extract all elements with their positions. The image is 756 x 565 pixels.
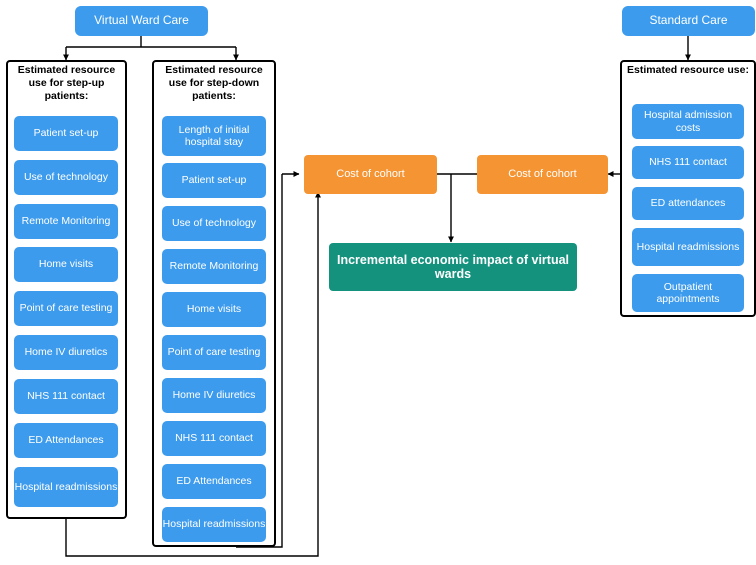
title-virtual-ward-care	[75, 6, 208, 36]
step-down-item-9-label: ED Attendances	[176, 475, 252, 488]
standard-item-2-label: NHS 111 contact	[649, 156, 727, 169]
step-down-item-2-label: Patient set-up	[181, 174, 247, 187]
step-up-item-4	[14, 247, 118, 282]
title-standard-care-label: Standard Care	[649, 13, 728, 28]
cost-of-cohort-right	[477, 155, 608, 194]
step-up-item-1-label: Patient set-up	[33, 127, 99, 140]
step-down-item-4-label: Remote Monitoring	[169, 260, 259, 273]
step-down-item-1	[162, 116, 266, 156]
step-down-item-2	[162, 163, 266, 198]
title-virtual-ward-care-label: Virtual Ward Care	[94, 13, 189, 28]
step-up-item-9-label: Hospital readmissions	[14, 480, 118, 493]
step-down-item-5-label: Home visits	[186, 303, 242, 316]
standard-item-1	[632, 104, 744, 139]
step-down-item-5	[162, 292, 266, 327]
incremental-impact-label: Incremental economic impact of virtual wards	[337, 252, 570, 281]
step-up-item-6-label: Home IV diuretics	[24, 346, 108, 359]
group-standard-care-label: Estimated resource use:	[627, 64, 749, 76]
standard-item-1-label: Hospital admission costs	[643, 109, 733, 134]
step-up-item-4-label: Home visits	[38, 258, 94, 271]
step-down-item-4	[162, 249, 266, 284]
step-down-item-9	[162, 464, 266, 499]
group-step-up-label: Estimated resource use for step-up patients:	[17, 64, 116, 103]
step-up-item-6	[14, 335, 118, 370]
step-up-item-5	[14, 291, 118, 326]
cost-of-cohort-right-label: Cost of cohort	[508, 168, 577, 181]
step-up-item-8-label: ED Attendances	[28, 434, 104, 447]
step-down-item-8-label: NHS 111 contact	[175, 432, 253, 445]
standard-item-3	[632, 187, 744, 220]
standard-item-4	[632, 228, 744, 266]
step-up-item-2	[14, 160, 118, 195]
step-down-item-3	[162, 206, 266, 241]
step-up-item-5-label: Point of care testing	[19, 302, 113, 315]
step-up-item-1	[14, 116, 118, 151]
group-step-down-label: Estimated resource use for step-down patients:	[165, 64, 263, 103]
standard-item-4-label: Hospital readmissions	[636, 240, 740, 253]
step-up-item-7	[14, 379, 118, 414]
title-standard-care	[622, 6, 755, 36]
step-up-item-3	[14, 204, 118, 239]
step-up-item-9	[14, 467, 118, 507]
standard-item-5-label: Outpatient appointments	[656, 280, 720, 305]
step-down-item-6	[162, 335, 266, 370]
step-down-item-3-label: Use of technology	[171, 217, 257, 230]
incremental-impact-box	[329, 243, 577, 291]
step-up-item-8	[14, 423, 118, 458]
standard-item-3-label: ED attendances	[650, 197, 726, 210]
step-up-item-2-label: Use of technology	[23, 171, 109, 184]
step-down-item-7-label: Home IV diuretics	[172, 389, 256, 402]
standard-item-2	[632, 146, 744, 179]
step-down-item-1-label: Length of initial hospital stay	[178, 123, 250, 148]
cost-of-cohort-left-label: Cost of cohort	[336, 168, 405, 181]
step-down-item-10	[162, 507, 266, 542]
step-down-item-6-label: Point of care testing	[167, 346, 261, 359]
step-down-item-7	[162, 378, 266, 413]
cost-of-cohort-left	[304, 155, 437, 194]
step-down-item-10-label: Hospital readmissions	[162, 518, 266, 531]
step-up-item-7-label: NHS 111 contact	[27, 390, 105, 403]
step-down-item-8	[162, 421, 266, 456]
standard-item-5	[632, 274, 744, 312]
step-up-item-3-label: Remote Monitoring	[21, 215, 111, 228]
